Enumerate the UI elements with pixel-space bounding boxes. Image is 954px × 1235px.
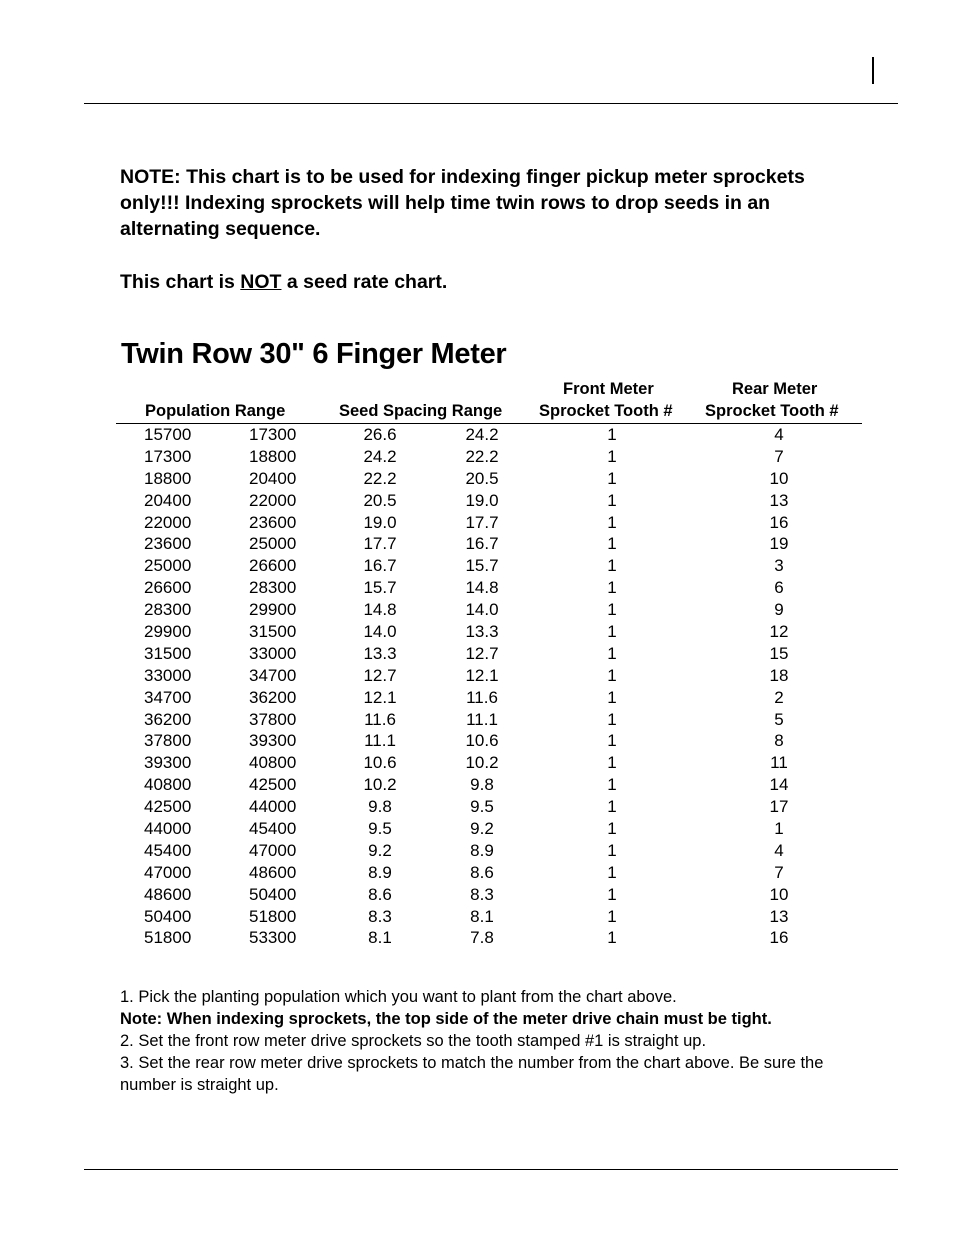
cell-spacing-high: 11.6 <box>364 709 396 729</box>
table-title: Twin Row 30" 6 Finger Meter <box>121 338 507 370</box>
cell-population-low: 37800 <box>144 731 192 751</box>
cell-front-tooth: 1 <box>607 797 617 817</box>
cell-rear-tooth: 5 <box>774 709 784 729</box>
cell-rear-tooth: 18 <box>769 665 789 685</box>
cell-front-tooth: 1 <box>607 512 617 532</box>
cell-population-low: 17300 <box>144 446 192 466</box>
table-row <box>0 818 954 840</box>
cell-rear-tooth: 14 <box>769 775 789 795</box>
table-row <box>0 490 954 512</box>
cell-population-low: 45400 <box>144 840 192 860</box>
cell-rear-tooth: 7 <box>774 862 784 882</box>
table-row <box>0 665 954 687</box>
cell-spacing-low: 11.6 <box>466 687 498 707</box>
instruction-step-3: 3. Set the rear row meter drive sprockets to match the number from the chart above. Be sure the number is straight up. <box>120 1054 824 1094</box>
cell-population-low: 42500 <box>144 797 192 817</box>
cell-spacing-high: 10.6 <box>363 753 397 773</box>
cell-front-tooth: 1 <box>607 468 617 488</box>
cell-rear-tooth: 16 <box>769 928 789 948</box>
table-row <box>0 446 954 468</box>
cell-population-low: 34700 <box>144 687 192 707</box>
cell-population-high: 40800 <box>249 753 297 773</box>
cell-front-tooth: 1 <box>607 731 617 751</box>
header-seed-spacing-range: Seed Spacing Range <box>339 402 503 420</box>
cell-spacing-high: 13.3 <box>363 643 397 663</box>
cell-rear-tooth: 15 <box>769 643 789 663</box>
cell-spacing-low: 8.6 <box>470 862 494 882</box>
table-row <box>0 687 954 709</box>
cell-front-tooth: 1 <box>607 753 617 773</box>
cell-front-tooth: 1 <box>607 709 617 729</box>
table-row <box>0 884 954 906</box>
cell-spacing-high: 10.2 <box>363 775 397 795</box>
table-row <box>0 643 954 665</box>
cell-front-tooth: 1 <box>607 906 617 926</box>
table-row <box>0 906 954 928</box>
header-rear-line1: Rear Meter <box>732 380 818 398</box>
cell-front-tooth: 1 <box>607 665 617 685</box>
cell-population-high: 39300 <box>249 731 297 751</box>
cell-front-tooth: 1 <box>607 534 617 554</box>
cell-spacing-low: 9.8 <box>470 775 494 795</box>
cell-spacing-low: 15.7 <box>465 556 499 576</box>
table-row <box>0 774 954 796</box>
cell-spacing-low: 20.5 <box>465 468 499 488</box>
cell-population-low: 20400 <box>144 490 192 510</box>
cell-spacing-low: 11.1 <box>466 709 498 729</box>
cell-population-low: 23600 <box>144 534 192 554</box>
cell-spacing-high: 14.0 <box>363 622 397 642</box>
not-seed-rate-note <box>120 269 447 295</box>
cell-front-tooth: 1 <box>607 862 617 882</box>
cell-front-tooth: 1 <box>607 775 617 795</box>
table-row <box>0 752 954 774</box>
cell-rear-tooth: 17 <box>769 797 789 817</box>
cell-population-low: 25000 <box>144 556 192 576</box>
cell-front-tooth: 1 <box>607 556 617 576</box>
cell-rear-tooth: 13 <box>769 906 789 926</box>
cell-population-low: 40800 <box>144 775 192 795</box>
cell-population-high: 20400 <box>249 468 297 488</box>
cell-population-high: 29900 <box>249 600 297 620</box>
cell-population-high: 50400 <box>249 884 297 904</box>
cell-spacing-low: 13.3 <box>465 622 499 642</box>
cell-rear-tooth: 16 <box>769 512 789 532</box>
instructions <box>120 986 840 1096</box>
cell-population-low: 36200 <box>144 709 192 729</box>
page-marker <box>872 57 874 84</box>
cell-spacing-high: 12.1 <box>363 687 397 707</box>
cell-front-tooth: 1 <box>607 446 617 466</box>
cell-spacing-low: 8.1 <box>470 906 494 926</box>
cell-spacing-low: 22.2 <box>465 446 499 466</box>
cell-spacing-low: 14.0 <box>465 600 499 620</box>
table-row <box>0 621 954 643</box>
table-row <box>0 730 954 752</box>
cell-population-high: 36200 <box>249 687 297 707</box>
cell-front-tooth: 1 <box>607 819 617 839</box>
cell-spacing-low: 16.7 <box>465 534 499 554</box>
cell-population-low: 47000 <box>144 862 192 882</box>
cell-population-high: 44000 <box>249 797 297 817</box>
cell-population-low: 50400 <box>144 906 192 926</box>
cell-population-low: 33000 <box>144 665 192 685</box>
cell-spacing-high: 22.2 <box>363 468 397 488</box>
cell-spacing-low: 10.2 <box>465 753 499 773</box>
table-row <box>0 577 954 599</box>
cell-spacing-high: 24.2 <box>363 446 397 466</box>
cell-population-high: 17300 <box>249 425 297 444</box>
table-row <box>0 424 954 446</box>
cell-front-tooth: 1 <box>607 578 617 598</box>
cell-population-low: 15700 <box>144 425 192 444</box>
cell-spacing-high: 9.5 <box>368 819 392 839</box>
cell-population-high: 37800 <box>249 709 297 729</box>
header-rear-line2: Sprocket Tooth # <box>705 402 839 420</box>
cell-rear-tooth: 9 <box>774 600 784 620</box>
cell-spacing-high: 8.9 <box>368 862 392 882</box>
cell-rear-tooth: 7 <box>774 446 784 466</box>
table-row <box>0 599 954 621</box>
cell-rear-tooth: 6 <box>774 578 784 598</box>
cell-population-high: 18800 <box>249 446 297 466</box>
header-rule <box>84 103 898 104</box>
table-row <box>0 468 954 490</box>
cell-population-high: 53300 <box>249 928 297 948</box>
cell-spacing-high: 9.8 <box>368 797 392 817</box>
cell-front-tooth: 1 <box>607 643 617 663</box>
cell-population-low: 31500 <box>144 643 192 663</box>
not-seed-rate-suffix: a seed rate chart. <box>281 271 448 293</box>
cell-population-low: 28300 <box>144 600 192 620</box>
cell-spacing-low: 8.3 <box>470 884 494 904</box>
instruction-step-1: 1. Pick the planting population which you want to plant from the chart above. <box>120 988 677 1006</box>
cell-rear-tooth: 10 <box>769 884 789 904</box>
table-row <box>0 512 954 534</box>
cell-population-high: 51800 <box>249 906 297 926</box>
cell-rear-tooth: 19 <box>769 534 789 554</box>
cell-rear-tooth: 4 <box>774 840 784 860</box>
cell-population-low: 18800 <box>144 468 192 488</box>
cell-spacing-high: 17.7 <box>363 534 397 554</box>
cell-spacing-low: 17.7 <box>465 512 499 532</box>
cell-rear-tooth: 2 <box>774 687 784 707</box>
cell-spacing-high: 15.7 <box>363 578 397 598</box>
not-seed-rate-emphasis: NOT <box>240 271 282 293</box>
cell-spacing-high: 12.7 <box>363 665 397 685</box>
cell-spacing-high: 14.8 <box>363 600 397 620</box>
cell-front-tooth: 1 <box>607 622 617 642</box>
cell-population-low: 26600 <box>144 578 192 598</box>
cell-front-tooth: 1 <box>607 490 617 510</box>
instruction-note: Note: When indexing sprockets, the top side of the meter drive chain must be tight. <box>120 1010 772 1028</box>
cell-rear-tooth: 8 <box>774 731 784 751</box>
table-row <box>0 927 954 949</box>
table-body <box>0 424 954 949</box>
cell-population-high: 23600 <box>249 512 297 532</box>
cell-population-low: 22000 <box>144 512 192 532</box>
cell-spacing-high: 8.3 <box>368 906 392 926</box>
cell-population-high: 47000 <box>249 840 297 860</box>
cell-spacing-low: 9.2 <box>470 819 494 839</box>
cell-spacing-high: 16.7 <box>363 556 397 576</box>
cell-spacing-low: 12.7 <box>465 643 499 663</box>
cell-rear-tooth: 11 <box>770 753 788 773</box>
cell-spacing-low: 8.9 <box>470 840 494 860</box>
cell-spacing-high: 9.2 <box>368 840 392 860</box>
not-seed-rate-prefix: This chart is <box>120 271 241 293</box>
cell-spacing-high: 8.1 <box>368 928 392 948</box>
cell-population-low: 44000 <box>144 819 192 839</box>
cell-rear-tooth: 3 <box>774 556 784 576</box>
cell-spacing-high: 26.6 <box>363 425 397 444</box>
cell-rear-tooth: 1 <box>774 819 784 839</box>
table-row <box>0 533 954 555</box>
cell-population-high: 28300 <box>249 578 297 598</box>
footer-rule <box>84 1169 898 1170</box>
cell-population-high: 26600 <box>249 556 297 576</box>
cell-population-high: 31500 <box>249 622 297 642</box>
cell-population-low: 51800 <box>144 928 192 948</box>
cell-front-tooth: 1 <box>607 425 617 444</box>
cell-rear-tooth: 10 <box>769 468 789 488</box>
cell-population-high: 34700 <box>249 665 297 685</box>
cell-population-high: 33000 <box>249 643 297 663</box>
table-row <box>0 862 954 884</box>
cell-spacing-low: 19.0 <box>465 490 499 510</box>
cell-spacing-high: 11.1 <box>364 731 396 751</box>
cell-population-low: 29900 <box>144 622 192 642</box>
cell-population-high: 48600 <box>249 862 297 882</box>
header-front-line2: Sprocket Tooth # <box>539 402 673 420</box>
cell-population-high: 25000 <box>249 534 297 554</box>
cell-rear-tooth: 13 <box>769 490 789 510</box>
cell-rear-tooth: 4 <box>774 425 784 444</box>
cell-spacing-low: 10.6 <box>465 731 499 751</box>
table-row <box>0 709 954 731</box>
cell-spacing-low: 24.2 <box>465 425 499 444</box>
indexing-note: NOTE: This chart is to be used for indexing finger pickup meter sprockets only!!! Indexing sprockets will help time twin rows to drop seeds in an alternating sequence. <box>120 166 805 240</box>
header-population-range: Population Range <box>145 402 286 420</box>
cell-rear-tooth: 12 <box>769 622 789 642</box>
cell-front-tooth: 1 <box>607 884 617 904</box>
table-row <box>0 796 954 818</box>
cell-front-tooth: 1 <box>607 687 617 707</box>
cell-spacing-low: 7.8 <box>470 928 494 948</box>
cell-population-high: 22000 <box>249 490 297 510</box>
cell-front-tooth: 1 <box>607 600 617 620</box>
cell-front-tooth: 1 <box>607 840 617 860</box>
cell-spacing-low: 14.8 <box>465 578 499 598</box>
instruction-step-2: 2. Set the front row meter drive sprockets so the tooth stamped #1 is straight up. <box>120 1032 707 1050</box>
cell-population-low: 48600 <box>144 884 192 904</box>
cell-front-tooth: 1 <box>607 928 617 948</box>
cell-spacing-high: 19.0 <box>363 512 397 532</box>
table-row <box>0 840 954 862</box>
cell-population-high: 42500 <box>249 775 297 795</box>
cell-spacing-low: 12.1 <box>465 665 499 685</box>
header-front-line1: Front Meter <box>563 380 654 398</box>
cell-population-high: 45400 <box>249 819 297 839</box>
cell-population-low: 39300 <box>144 753 192 773</box>
cell-spacing-low: 9.5 <box>470 797 494 817</box>
table-row <box>0 555 954 577</box>
cell-spacing-high: 20.5 <box>363 490 397 510</box>
cell-spacing-high: 8.6 <box>368 884 392 904</box>
